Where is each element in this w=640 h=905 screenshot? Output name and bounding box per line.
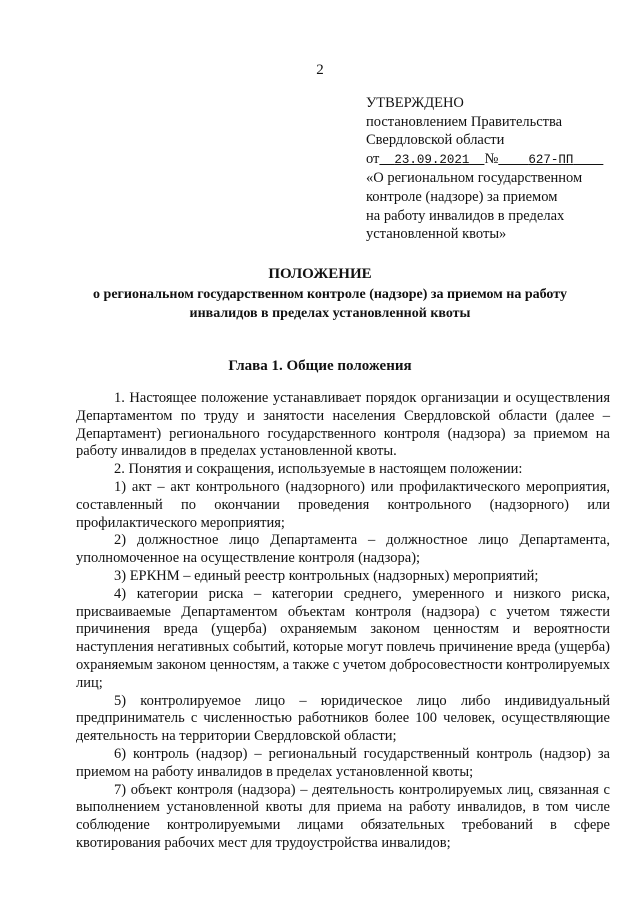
approval-number: 627-ПП: [528, 152, 574, 167]
definition-6: 6) контроль (надзор) – региональный государственный контроль (надзор) за приемом на работу инвалидов в пределах установленной квоты;: [76, 745, 610, 780]
definition-4: 4) категории риска – категории среднего, умеренного и низкого риска, присваиваемые Департаментом объектам контроля (надзора) с учетом тяжести причинения вреда (ущерба) охраняемым законом ценностям и вероятности наступления негативных событий, которые могут повлечь причинение вреда (ущерба) охраняемым законом ценностям, а также с учетом добросовестности контролируемых лиц;: [76, 585, 610, 691]
approval-date: 23.09.2021: [394, 152, 470, 167]
document-subtitle: о региональном государственном контроле (надзоре) за приемом на работу инвалидов в пределах установленной квоты: [93, 287, 567, 321]
approval-quote-4: установленной квоты»: [366, 226, 507, 243]
approval-date-line: [366, 150, 616, 170]
date-prefix: от: [366, 150, 380, 167]
approval-block: [366, 94, 616, 244]
approval-line-1: постановлением Правительства: [366, 113, 563, 130]
document-body: [76, 390, 610, 853]
page-number: 2: [316, 62, 324, 78]
definition-5: 5) контролируемое лицо – юридическое лицо либо индивидуальный предприниматель с численностью работников более 100 человек, осуществляющие деятельность на территории Свердловской области;: [76, 692, 610, 745]
approval-quote-1: «О региональном государственном: [366, 170, 583, 187]
approval-line-2: Свердловской области: [366, 132, 505, 149]
definition-2: 2) должностное лицо Департамента – должностное лицо Департамента, уполномоченное на осуществление контроля (надзора);: [76, 532, 610, 567]
definition-7: 7) объект контроля (надзора) – деятельность контролируемых лиц, связанная с выполнением установленной квоты для приема на работу инвалидов, в том числе соблюдение контролируемыми лицами обязательных требований в сфере квотирования рабочих мест для трудоустройства инвалидов;: [76, 781, 610, 851]
paragraph-2: 2. Понятия и сокращения, используемые в настоящем положении:: [114, 461, 523, 478]
number-prefix: №: [484, 150, 499, 167]
chapter-heading: Глава 1. Общие положения: [228, 358, 412, 374]
definition-3: 3) ЕРКНМ – единый реестр контрольных (надзорных) мероприятий;: [114, 567, 539, 584]
approval-quote-3: на работу инвалидов в пределах: [366, 207, 565, 224]
approval-heading: УТВЕРЖДЕНО: [366, 95, 464, 111]
document-title: ПОЛОЖЕНИЕ: [268, 266, 372, 282]
definition-1: 1) акт – акт контрольного (надзорного) или профилактического мероприятия, составленный по окончании проведения контрольного (надзорного) или профилактического мероприятия;: [76, 478, 610, 531]
approval-quote-2: контроле (надзоре) за приемом: [366, 188, 558, 205]
paragraph-1: 1. Настоящее положение устанавливает порядок организации и осуществления Департаментом по труду и занятости населения Свердловской области (далее – Департамент) регионального государственного контроля (надзора) за приемом на работу инвалидов в пределах установленной квоты.: [76, 390, 610, 460]
